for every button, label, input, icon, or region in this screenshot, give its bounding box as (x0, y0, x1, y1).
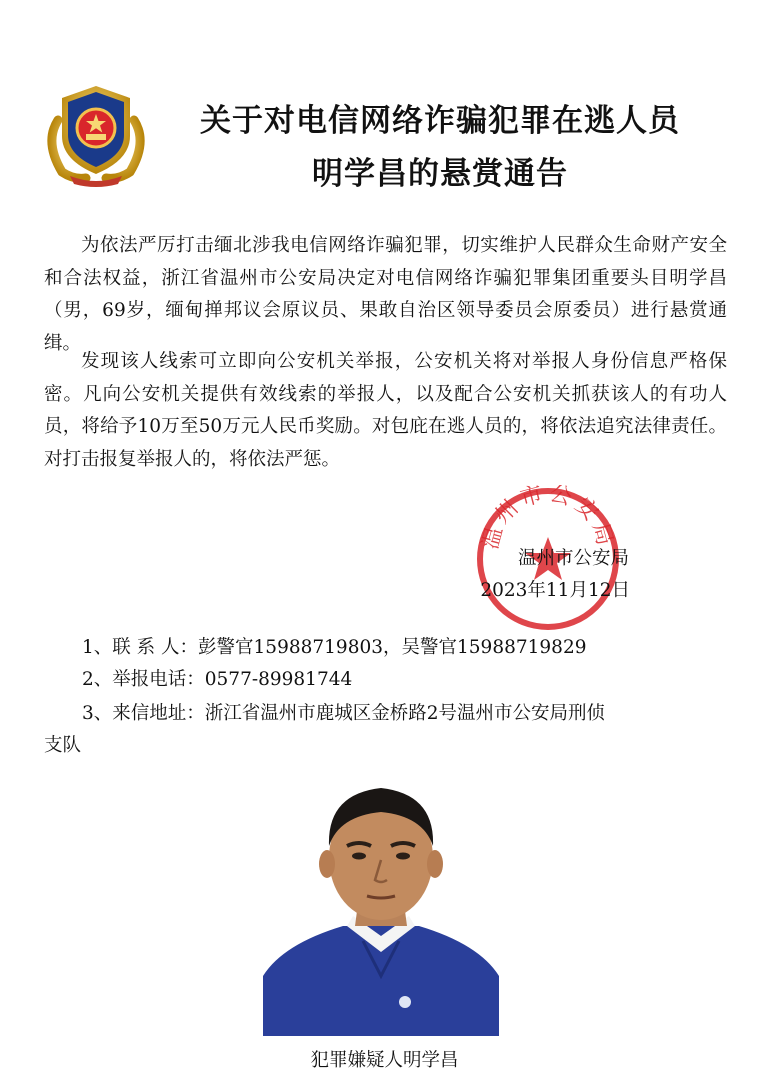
mail-address-line-1: 3、来信地址：浙江省温州市鹿城区金桥路2号温州市公安局刑侦 (82, 703, 606, 724)
issue-date: 2023年11月12日 (480, 580, 630, 601)
title-line-1: 关于对电信网络诈骗犯罪在逃人员 (200, 103, 680, 139)
police-emblem-icon (40, 80, 152, 188)
mail-address (44, 698, 765, 762)
seal-text: 温州市公安局 (478, 485, 618, 553)
issuing-agency: 温州市公安局 (517, 548, 629, 569)
report-phone: 2、举报电话：0577-89981744 (82, 669, 353, 690)
mail-address-line-2: 支队 (44, 735, 82, 756)
suspect-photo (263, 776, 499, 1036)
photo-caption: 犯罪嫌疑人明学昌 (310, 1050, 459, 1071)
contact-persons: 1、联 系 人：彭警官15988719803，吴警官15988719829 (82, 637, 587, 658)
title-line-2: 明学昌的悬赏通告 (312, 156, 568, 192)
body-paragraph-2: 发现该人线索可立即向公安机关举报，公安机关将对举报人身份信息严格保密。凡向公安机关提供有效线索的举报人，以及配合公安机关抓获该人的有功人员，将给予10万至50万元人民币奖励。对包庇在逃人员的，将依法追究法律责任。对打击报复举报人的，将依法严惩。 (44, 351, 727, 470)
body-paragraph-1: 为依法严厉打击缅北涉我电信网络诈骗犯罪，切实维护人民群众生命财产安全和合法权益，浙江省温州市公安局决定对电信网络诈骗犯罪集团重要头目明学昌（男，69岁，缅甸掸邦议会原议员、果敢自治区领导委员会原委员）进行悬赏通缉。 (44, 235, 727, 354)
